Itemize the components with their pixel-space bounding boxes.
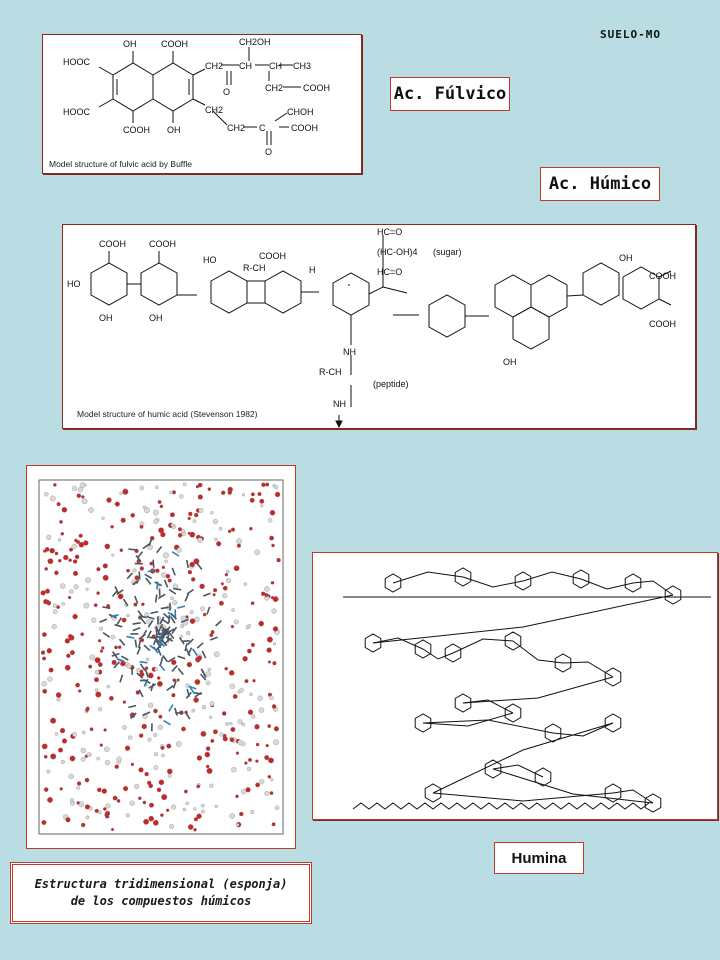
fulvic-ch-1: CH bbox=[239, 61, 252, 71]
humic-nh-1: NH bbox=[343, 347, 356, 357]
humic-ho-1: HO bbox=[67, 279, 81, 289]
fulvic-acid-figure bbox=[42, 34, 362, 174]
fulvic-o-2: O bbox=[265, 147, 273, 157]
fulvic-ch2oh: CH2OH bbox=[239, 37, 271, 47]
fulvic-o-1: O bbox=[223, 87, 231, 97]
humic-oh-3: OH bbox=[619, 253, 633, 263]
fulvic-ch3: CH3 bbox=[293, 61, 312, 71]
fulvic-hooc-2: HOOC bbox=[63, 107, 90, 117]
humic-structure-drawing bbox=[63, 225, 695, 428]
fulvic-cooh-3: COOH bbox=[303, 83, 330, 93]
fulvic-ch-2: CH bbox=[269, 61, 282, 71]
humic-cooh-4: COOH bbox=[649, 271, 676, 281]
humic-oh-4: OH bbox=[503, 357, 517, 367]
fulvic-ch2-3: CH2 bbox=[205, 105, 224, 115]
humic-acid-figure bbox=[62, 224, 696, 429]
fulvic-ch2-2: CH2 bbox=[265, 83, 284, 93]
humic-cooh-1: COOH bbox=[99, 239, 126, 249]
humic-hcoh: (HC-OH)4 bbox=[377, 247, 418, 257]
humin-label: Humina bbox=[494, 842, 584, 874]
humic-hco-1: HC=O bbox=[377, 227, 403, 237]
sponge-structure-figure bbox=[26, 465, 296, 849]
fulvic-c: C bbox=[259, 123, 266, 133]
fulvic-cooh-bottom: COOH bbox=[123, 125, 150, 135]
fulvic-cooh-4: COOH bbox=[291, 123, 318, 133]
fulvic-cooh-top: COOH bbox=[161, 39, 188, 49]
header-tag: SUELO-MO bbox=[600, 28, 661, 41]
humic-hco-2: HC=O bbox=[377, 267, 403, 277]
fulvic-label: Ac. Fúlvico bbox=[390, 77, 510, 111]
humic-oh-2: OH bbox=[149, 313, 163, 323]
fulvic-choh: CHOH bbox=[287, 107, 314, 117]
humic-sugar-label: (sugar) bbox=[433, 247, 462, 257]
humic-cooh-3: COOH bbox=[259, 251, 286, 261]
fulvic-oh-top: OH bbox=[123, 39, 137, 49]
humic-oh-1: OH bbox=[99, 313, 113, 323]
humic-h: H bbox=[309, 265, 316, 275]
humic-label: Ac. Húmico bbox=[540, 167, 660, 201]
fulvic-ch2-4: CH2 bbox=[227, 123, 246, 133]
sponge-caption-line2: de los compuestos húmicos bbox=[70, 894, 252, 908]
fulvic-oh-bottom: OH bbox=[167, 125, 181, 135]
humic-nh-2: NH bbox=[333, 399, 346, 409]
fulvic-hooc-1: HOOC bbox=[63, 57, 90, 67]
fulvic-structure-drawing bbox=[43, 35, 361, 173]
molecular-simulation-image bbox=[27, 466, 295, 848]
sponge-caption bbox=[10, 862, 312, 924]
humic-rch-1: R-CH bbox=[243, 263, 266, 273]
humic-cooh-2: COOH bbox=[149, 239, 176, 249]
humin-figure bbox=[312, 552, 718, 820]
humic-rch-2: R-CH bbox=[319, 367, 342, 377]
humic-ho-2: HO bbox=[203, 255, 217, 265]
humic-cooh-5: COOH bbox=[649, 319, 676, 329]
humin-structure-drawing bbox=[313, 553, 717, 819]
humic-caption: Model structure of humic acid (Stevenson 1982) bbox=[77, 409, 258, 419]
fulvic-ch2-1: CH2 bbox=[205, 61, 224, 71]
sponge-caption-line1: Estructura tridimensional (esponja) bbox=[34, 877, 288, 891]
fulvic-caption: Model structure of fulvic acid by Buffle bbox=[49, 159, 192, 169]
humic-peptide-label: (peptide) bbox=[373, 379, 409, 389]
